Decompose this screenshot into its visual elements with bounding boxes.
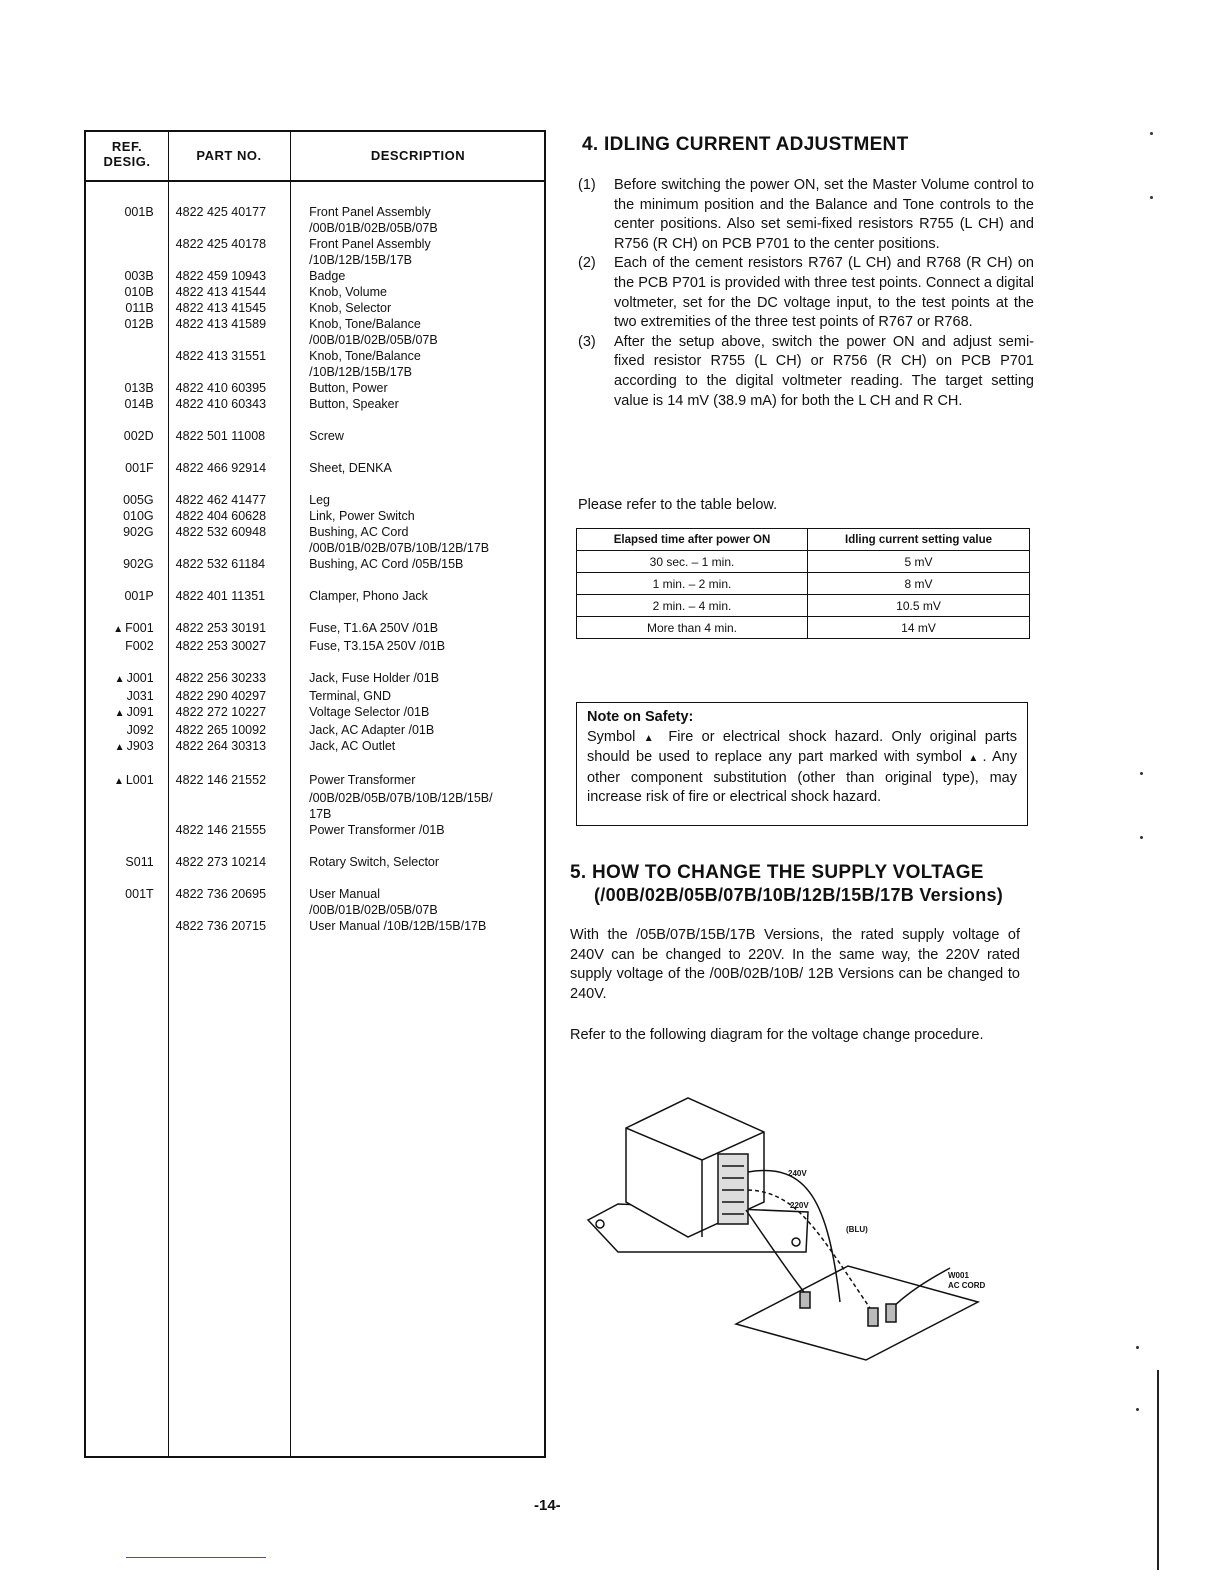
header-description: DESCRIPTION <box>370 148 466 163</box>
part-no-cell: 4822 413 41545 <box>175 301 267 315</box>
ref-desig-cell <box>86 508 168 524</box>
diagram-reference-paragraph: Refer to the following diagram for the voltage change procedure. <box>570 1027 984 1043</box>
description-cell: Power Transformer /01B <box>309 823 445 837</box>
ref-desig-cell <box>86 556 168 572</box>
table-row <box>86 738 544 756</box>
description-cell: /00B/02B/05B/07B/10B/12B/15B/ <box>309 791 493 805</box>
description-cell: /10B/12B/15B/17B <box>309 253 412 267</box>
adjustment-steps <box>578 176 1034 411</box>
ref-desig-text: 003B <box>124 269 154 283</box>
ref-desig-cell <box>86 396 168 412</box>
part-no-cell: 4822 413 41544 <box>175 285 267 299</box>
label-ac-cord: AC CORD <box>948 1281 986 1290</box>
ref-desig-cell <box>86 460 168 476</box>
ref-desig-text: 002D <box>123 429 154 443</box>
table-row <box>86 722 544 738</box>
step-number: (1) <box>578 177 596 193</box>
ref-desig-text: L001 <box>125 773 154 787</box>
ref-desig-cell <box>86 854 168 870</box>
description-cell: Leg <box>309 493 330 507</box>
description-cell: Button, Power <box>309 381 388 395</box>
ref-desig-text: 001T <box>125 887 154 901</box>
ref-desig-cell <box>86 524 168 540</box>
description-cell: Jack, Fuse Holder /01B <box>309 671 440 685</box>
part-no-cell <box>168 806 289 822</box>
elapsed-time-cell: 30 sec. – 1 min. <box>577 551 808 573</box>
description-cell: User Manual <box>309 887 380 901</box>
part-no-cell: 4822 532 61184 <box>175 557 266 571</box>
part-no-cell: 4822 736 20695 <box>175 887 267 901</box>
table-row <box>86 380 544 396</box>
part-no-cell: 4822 501 11008 <box>175 429 266 443</box>
description-cell: Badge <box>309 269 346 283</box>
description-cell: Clamper, Phono Jack <box>309 589 428 603</box>
scan-speck <box>1150 132 1153 135</box>
header-setting-value: Idling current setting value <box>808 529 1030 551</box>
part-no-cell <box>168 220 289 236</box>
setting-value-cell: 8 mV <box>808 573 1030 595</box>
scan-speck <box>1140 836 1143 839</box>
ref-desig-cell <box>86 822 168 838</box>
warning-triangle-icon: ▲ <box>114 708 125 719</box>
ref-desig-cell <box>86 704 168 722</box>
voltage-change-paragraph: With the /05B/07B/15B/17B Versions, the rated supply voltage of 240V can be changed to 220V. In the same way, the 220V rated supply voltage of the /00B/02B/10B/ 12B Versions can be changed to 240V. <box>570 927 1020 1002</box>
section-4-title: 4. IDLING CURRENT ADJUSTMENT <box>582 134 909 155</box>
ref-desig-text: F002 <box>125 639 154 653</box>
part-no-cell: 4822 404 60628 <box>175 509 267 523</box>
safety-note-title: Note on Safety: <box>587 709 694 725</box>
part-no-cell: 4822 265 10092 <box>175 723 267 737</box>
scan-edge-line <box>1157 1370 1159 1570</box>
part-no-cell <box>168 540 289 556</box>
part-no-cell <box>168 252 289 268</box>
table-row <box>86 822 544 838</box>
table-row <box>86 364 544 380</box>
table-row <box>577 551 1030 573</box>
table-row <box>86 886 544 902</box>
ref-desig-cell <box>86 918 168 934</box>
description-cell: Terminal, GND <box>309 689 392 703</box>
part-no-cell: 4822 466 92914 <box>175 461 267 475</box>
table-row <box>577 595 1030 617</box>
ref-desig-cell <box>86 670 168 688</box>
ref-desig-cell <box>86 380 168 396</box>
description-cell: Power Transformer <box>309 773 416 787</box>
connector <box>868 1308 878 1326</box>
table-row <box>86 620 544 638</box>
transformer-wiring-diagram <box>578 1092 998 1362</box>
safety-text-part2: . Any other component substitution (other than original type), may increase risk of fire or electrical shock hazard. <box>587 749 1017 806</box>
part-no-cell: 4822 146 21552 <box>175 773 267 787</box>
table-row <box>86 902 544 918</box>
ref-desig-cell <box>86 772 168 790</box>
warning-triangle-icon: ▲ <box>643 732 658 744</box>
table-row <box>86 284 544 300</box>
warning-triangle-icon: ▲ <box>114 742 125 753</box>
ref-desig-text: 010B <box>124 285 154 299</box>
ref-desig-text: J001 <box>126 671 154 685</box>
ref-desig-cell <box>86 364 168 380</box>
parts-list-table <box>84 130 546 1458</box>
part-no-cell: 4822 736 20715 <box>175 919 267 933</box>
part-no-cell: 4822 425 40178 <box>175 237 267 251</box>
ref-desig-cell <box>86 332 168 348</box>
description-cell: Front Panel Assembly <box>309 205 431 219</box>
ref-desig-text: 011B <box>125 301 154 315</box>
page-number: -14- <box>534 1497 561 1514</box>
table-row <box>86 300 544 316</box>
part-no-cell: 4822 462 41477 <box>175 493 267 507</box>
ref-desig-cell <box>86 428 168 444</box>
step-text: Before switching the power ON, set the Master Volume control to the minimum position and the Balance and Tone controls to the center positions. Also set semi-fixed resistors R755 (L CH) and R756 (R CH) on PCB P701 to the center positions. <box>614 177 1034 252</box>
section-5-subtitle: (/00B/02B/05B/07B/10B/12B/15B/17B Versions) <box>594 885 1004 905</box>
ref-desig-cell <box>86 492 168 508</box>
wire-to-pcb <box>746 1210 804 1292</box>
description-cell: Front Panel Assembly <box>309 237 431 251</box>
table-row <box>86 428 544 444</box>
ref-desig-cell <box>86 268 168 284</box>
ref-desig-text: 012B <box>124 317 154 331</box>
idling-current-table <box>576 528 1030 639</box>
table-row <box>86 638 544 654</box>
part-no-cell: 4822 401 11351 <box>175 589 266 603</box>
description-cell: Knob, Volume <box>309 285 387 299</box>
symbol-label: Symbol <box>587 728 636 745</box>
ref-desig-text: 001P <box>124 589 154 603</box>
part-no-cell: 4822 425 40177 <box>175 205 267 219</box>
table-row <box>86 316 544 332</box>
table-row <box>86 220 544 236</box>
ref-desig-cell <box>86 902 168 918</box>
table-row <box>86 236 544 252</box>
ref-desig-text: 013B <box>124 381 154 395</box>
description-cell: 17B <box>309 807 332 821</box>
table-row <box>577 573 1030 595</box>
table-row <box>86 540 544 556</box>
ref-desig-cell <box>86 806 168 822</box>
part-no-cell: 4822 290 40297 <box>175 689 267 703</box>
setting-value-cell: 10.5 mV <box>808 595 1030 617</box>
description-cell: Voltage Selector /01B <box>309 705 430 719</box>
ref-desig-cell <box>86 236 168 252</box>
part-no-cell: 4822 410 60343 <box>175 397 267 411</box>
table-row <box>86 508 544 524</box>
header-part-no: PART NO. <box>196 148 262 163</box>
ref-desig-text: J031 <box>126 689 154 703</box>
description-cell: Screw <box>309 429 344 443</box>
table-row <box>86 704 544 722</box>
refer-text: Please refer to the table below. <box>578 497 778 513</box>
ref-desig-text: J092 <box>126 723 154 737</box>
description-cell: Rotary Switch, Selector <box>309 855 440 869</box>
description-cell: /00B/01B/02B/05B/07B <box>309 221 438 235</box>
part-no-cell <box>168 902 289 918</box>
description-cell: Button, Speaker <box>309 397 399 411</box>
connector <box>800 1292 810 1308</box>
table-body <box>86 204 544 934</box>
table-row <box>86 854 544 870</box>
ref-desig-text: J903 <box>126 739 154 753</box>
table-row <box>86 790 544 806</box>
step-text: After the setup above, switch the power ON and adjust semi-fixed resistor R755 (L CH) or R756 (R CH) on PCB P701 according to the digital voltmeter reading. The target setting value is 14 mV (38.9 mA) for both the L CH and R CH. <box>614 333 1034 409</box>
warning-triangle-icon: ▲ <box>114 674 125 685</box>
step-text: Each of the cement resistors R767 (L CH) and R768 (R CH) on the PCB P701 is provided with three test points. Connect a digital voltmeter, set for the DC voltage input, to the test points at the two extremities of the three test points of R767 or R768. <box>614 255 1034 331</box>
ref-desig-cell <box>86 738 168 756</box>
table-row <box>86 460 544 476</box>
table-row <box>86 252 544 268</box>
description-cell: Fuse, T3.15A 250V /01B <box>309 639 446 653</box>
part-no-cell: 4822 413 31551 <box>175 349 267 363</box>
table-row <box>86 524 544 540</box>
ref-desig-cell <box>86 252 168 268</box>
table-row <box>86 918 544 934</box>
ref-desig-cell <box>86 620 168 638</box>
label-220v: 220V <box>790 1201 809 1210</box>
ref-desig-cell <box>86 790 168 806</box>
label-240v: 240V <box>788 1169 807 1178</box>
header-elapsed-time: Elapsed time after power ON <box>577 529 808 551</box>
ref-desig-cell <box>86 688 168 704</box>
scan-speck <box>1136 1408 1139 1411</box>
table-row <box>86 348 544 364</box>
part-no-cell: 4822 253 30191 <box>175 621 267 635</box>
setting-value-cell: 14 mV <box>808 617 1030 639</box>
table-row <box>86 670 544 688</box>
pcb-board <box>736 1266 978 1360</box>
table-row <box>86 806 544 822</box>
table-row <box>86 332 544 348</box>
table-row <box>86 588 544 604</box>
part-no-cell: 4822 256 30233 <box>175 671 267 685</box>
scan-speck <box>1140 772 1143 775</box>
ref-desig-cell <box>86 316 168 332</box>
warning-triangle-icon: ▲ <box>968 753 981 765</box>
part-no-cell: 4822 413 41589 <box>175 317 267 331</box>
description-cell: Knob, Tone/Balance <box>309 317 421 331</box>
setting-value-cell: 5 mV <box>808 551 1030 573</box>
scan-speck <box>1136 1346 1139 1349</box>
description-cell: User Manual /10B/12B/15B/17B <box>309 919 487 933</box>
part-no-cell: 4822 273 10214 <box>175 855 267 869</box>
safety-note-text <box>587 728 1017 808</box>
description-cell: Fuse, T1.6A 250V /01B <box>309 621 439 635</box>
table-header-row <box>577 529 1030 551</box>
part-no-cell: 4822 459 10943 <box>175 269 267 283</box>
description-cell: Knob, Selector <box>309 301 392 315</box>
mounting-hole <box>596 1220 604 1228</box>
table-row <box>577 617 1030 639</box>
description-cell: /00B/01B/02B/05B/07B <box>309 333 438 347</box>
ref-desig-cell <box>86 638 168 654</box>
ref-desig-cell <box>86 220 168 236</box>
list-item <box>578 333 1034 411</box>
list-item <box>578 254 1034 332</box>
ref-desig-text: 010G <box>123 509 154 523</box>
elapsed-time-cell: 1 min. – 2 min. <box>577 573 808 595</box>
part-no-cell: 4822 253 30027 <box>175 639 267 653</box>
ref-desig-text: 001F <box>125 461 154 475</box>
part-no-cell <box>168 790 289 806</box>
ref-desig-text: J091 <box>126 705 154 719</box>
label-w001: W001 <box>948 1271 969 1280</box>
mounting-hole <box>792 1238 800 1246</box>
step-number: (3) <box>578 333 596 350</box>
ref-desig-cell <box>86 588 168 604</box>
description-cell: /10B/12B/15B/17B <box>309 365 412 379</box>
part-no-cell: 4822 532 60948 <box>175 525 267 539</box>
label-blu: (BLU) <box>846 1225 868 1234</box>
ref-desig-text: S011 <box>125 855 154 869</box>
section-5-title: 5. HOW TO CHANGE THE SUPPLY VOLTAGE <box>570 862 984 883</box>
part-no-cell: 4822 146 21555 <box>175 823 267 837</box>
ref-desig-cell <box>86 540 168 556</box>
list-item <box>578 176 1034 254</box>
ref-desig-cell <box>86 722 168 738</box>
table-row <box>86 556 544 572</box>
ref-desig-text: 902G <box>123 557 154 571</box>
part-no-cell: 4822 272 10227 <box>175 705 267 719</box>
elapsed-time-cell: 2 min. – 4 min. <box>577 595 808 617</box>
table-row <box>86 268 544 284</box>
description-cell: /00B/01B/02B/05B/07B <box>309 903 438 917</box>
ref-desig-cell <box>86 300 168 316</box>
table-header <box>86 132 544 182</box>
ref-desig-text: 005G <box>123 493 154 507</box>
horizontal-rule <box>126 1557 266 1558</box>
scan-speck <box>1150 196 1153 199</box>
ref-desig-cell <box>86 284 168 300</box>
part-no-cell <box>168 364 289 380</box>
ref-desig-cell <box>86 204 168 220</box>
safety-note <box>576 702 1028 826</box>
table-row <box>86 396 544 412</box>
ref-desig-cell <box>86 886 168 902</box>
ref-desig-text: F001 <box>125 621 154 635</box>
table-row <box>86 492 544 508</box>
part-no-cell: 4822 410 60395 <box>175 381 267 395</box>
table-row <box>86 772 544 790</box>
part-no-cell: 4822 264 30313 <box>175 739 267 753</box>
description-cell: Jack, AC Adapter /01B <box>309 723 435 737</box>
safety-text-part1: Fire or electrical shock hazard. Only original parts should be used to replace any part marked with symbol <box>587 728 1018 766</box>
description-cell: Link, Power Switch <box>309 509 415 523</box>
connector <box>886 1304 896 1322</box>
table-row <box>86 688 544 704</box>
warning-triangle-icon: ▲ <box>113 624 124 635</box>
step-number: (2) <box>578 255 596 272</box>
description-cell: Sheet, DENKA <box>309 461 392 475</box>
elapsed-time-cell: More than 4 min. <box>577 617 808 639</box>
ref-desig-text: 001B <box>124 205 154 219</box>
description-cell: /00B/01B/02B/07B/10B/12B/17B <box>309 541 490 555</box>
header-ref-desig: REF. DESIG. <box>103 139 151 169</box>
description-cell: Bushing, AC Cord /05B/15B <box>309 557 464 571</box>
warning-triangle-icon: ▲ <box>113 776 124 787</box>
description-cell: Bushing, AC Cord <box>309 525 409 539</box>
description-cell: Knob, Tone/Balance <box>309 349 421 363</box>
ref-desig-text: 902G <box>123 525 154 539</box>
description-cell: Jack, AC Outlet <box>309 739 396 753</box>
table-row <box>86 204 544 220</box>
ref-desig-text: 014B <box>124 397 154 411</box>
part-no-cell <box>168 332 289 348</box>
ref-desig-cell <box>86 348 168 364</box>
